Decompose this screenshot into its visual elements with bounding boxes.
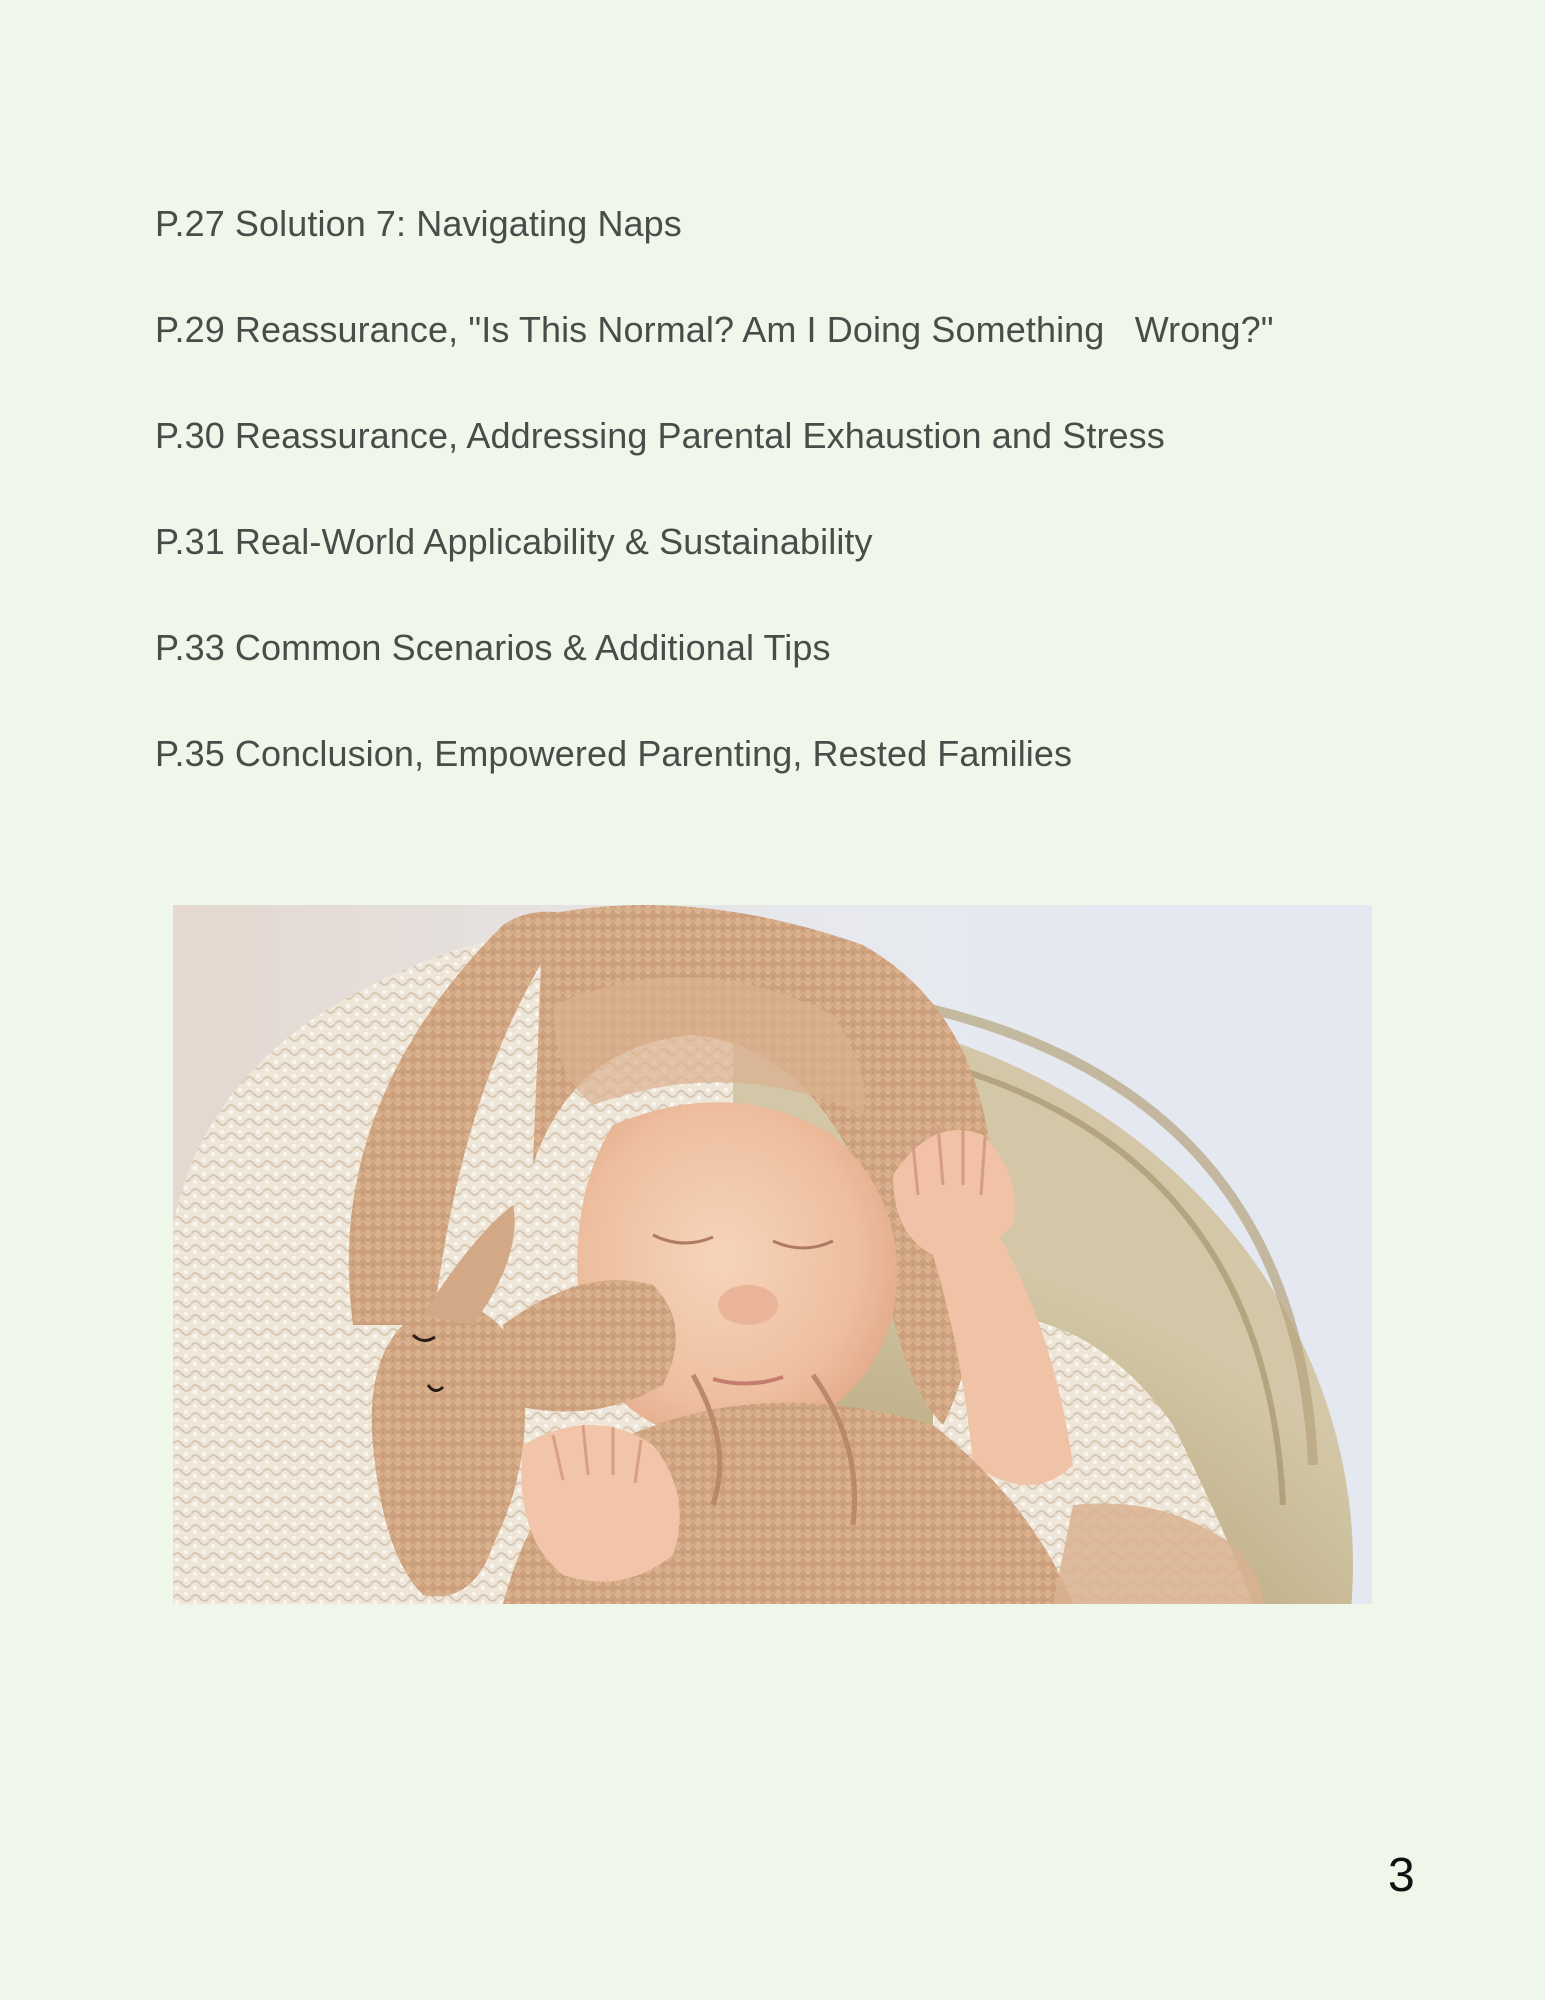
toc-entry-p29: P.29 Reassurance, "Is This Normal? Am I Doing Something Wrong?": [155, 309, 1274, 350]
toc-entry-p31: P.31 Real-World Applicability & Sustainability: [155, 521, 873, 562]
toc-entry-p35: P.35 Conclusion, Empowered Parenting, Rested Families: [155, 733, 1073, 774]
page-number: 3: [1388, 1849, 1415, 1902]
toc-entry-p30: P.30 Reassurance, Addressing Parental Exhaustion and Stress: [155, 415, 1165, 456]
toc-entry-p33: P.33 Common Scenarios & Additional Tips: [155, 627, 831, 668]
sleeping-baby-photo: [173, 905, 1372, 1604]
toc-entry-p27: P.27 Solution 7: Navigating Naps: [155, 203, 682, 244]
